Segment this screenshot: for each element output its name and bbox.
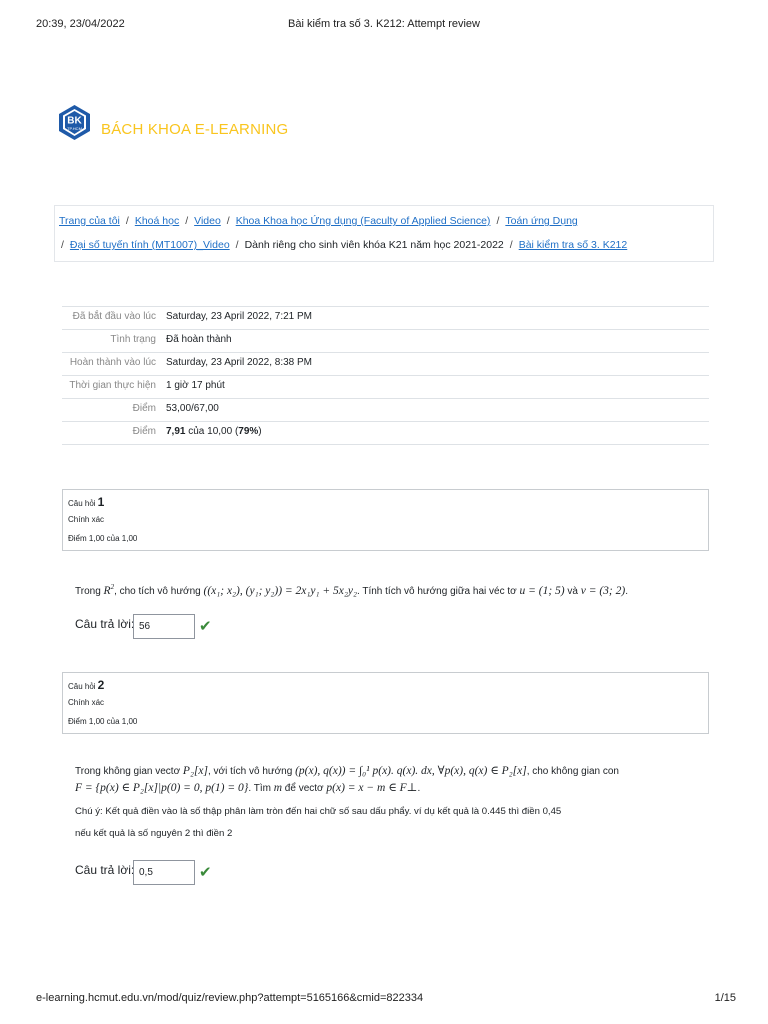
- summary-row-marks: [62, 399, 709, 422]
- question-text-1: [75, 580, 628, 599]
- print-datetime: 20:39, 23/04/2022: [36, 18, 125, 30]
- breadcrumb-video[interactable]: Video: [194, 215, 221, 227]
- breadcrumb-faculty[interactable]: Khoa Khoa học Ứng dụng (Faculty of Applied Science): [235, 215, 491, 227]
- breadcrumb-course[interactable]: Đại số tuyến tính (MT1007)_Video: [69, 239, 230, 251]
- breadcrumb-separator: /: [226, 215, 230, 227]
- grade-end: ): [258, 426, 262, 437]
- question-state: Chính xác: [68, 698, 105, 707]
- question-note-2: nếu kết quả là số nguyên 2 thì điền 2: [75, 828, 233, 839]
- math-m: m: [273, 782, 283, 794]
- question-text-2-line2: [75, 781, 420, 796]
- breadcrumb-section: Dành riêng cho sinh viên khóa K21 năm học 2021-2022: [244, 239, 504, 251]
- question-text-2-line1: [75, 764, 619, 779]
- correct-check-icon: ✔: [199, 864, 212, 881]
- math-r-base: R: [103, 584, 111, 597]
- math-vector-u: u = (1; 5): [519, 584, 565, 597]
- answer-input[interactable]: 0,5: [133, 860, 195, 885]
- grade-percent: 79%: [238, 426, 259, 437]
- summary-value: Đã hoàn thành: [166, 334, 232, 345]
- breadcrumb: [54, 205, 714, 262]
- breadcrumb-quiz[interactable]: Bài kiểm tra số 3. K212: [518, 239, 628, 251]
- summary-label: Tình trạng: [110, 334, 156, 345]
- question-text: , cho không gian con: [526, 766, 619, 777]
- question-mark: Điểm 1,00 của 1,00: [68, 534, 138, 543]
- math-vector-v: v = (3; 2): [580, 584, 626, 597]
- math-px: p(x) = x − m ∈ F⊥: [326, 782, 418, 794]
- question-text: , với tích vô hướng: [208, 766, 296, 777]
- grade-score: 7,91: [166, 426, 186, 437]
- breadcrumb-separator: /: [125, 215, 129, 227]
- math-r-sup: 2: [110, 583, 115, 591]
- correct-check-icon: ✔: [199, 618, 212, 635]
- summary-label: Hoàn thành vào lúc: [69, 357, 156, 368]
- question-text: Trong: [75, 585, 104, 597]
- summary-value: [162, 422, 709, 445]
- answer-label: Câu trả lời:: [75, 863, 135, 877]
- logo-subtext: TP.HCM: [67, 126, 82, 131]
- question-state: Chính xác: [68, 515, 105, 524]
- grade-mid: của 10,00 (: [185, 426, 239, 437]
- print-page-number: 1/15: [714, 992, 736, 1004]
- summary-row-completed: [62, 353, 709, 376]
- summary-label: Thời gian thực hiện: [69, 380, 156, 391]
- summary-row-time: [62, 376, 709, 399]
- summary-label: Đã bắt đầu vào lúc: [72, 311, 156, 322]
- breadcrumb-courses[interactable]: Khoá học: [134, 215, 180, 227]
- question-number: [68, 495, 104, 509]
- question-text: , cho tích vô hướng: [114, 585, 204, 597]
- attempt-summary-table: [62, 306, 709, 445]
- logo-text: BK: [67, 115, 82, 127]
- question-text: . Tìm: [248, 783, 274, 794]
- question-number: [68, 678, 104, 692]
- breadcrumb-separator: /: [496, 215, 500, 227]
- breadcrumb-separator: /: [185, 215, 189, 227]
- math-subspace-f: F = {p(x) ∈ P₂[x]|p(0) = 0, p(1) = 0}: [75, 782, 249, 794]
- summary-value: 1 giờ 17 phút: [166, 380, 225, 391]
- answer-input[interactable]: 56: [133, 614, 195, 639]
- question-text: .: [417, 783, 421, 794]
- question-number-value: 2: [97, 678, 105, 692]
- summary-value: Saturday, 23 April 2022, 8:38 PM: [166, 357, 313, 368]
- breadcrumb-separator: /: [509, 239, 513, 251]
- summary-value: Saturday, 23 April 2022, 7:21 PM: [166, 311, 313, 322]
- summary-label: Điểm: [132, 426, 156, 437]
- breadcrumb-applied-math[interactable]: Toán ứng Dụng: [505, 215, 578, 227]
- breadcrumb-separator: /: [61, 239, 64, 251]
- question-label: Câu hỏi: [68, 682, 96, 691]
- question-text: . Tính tích vô hướng giữa hai véc tơ: [356, 585, 520, 597]
- print-title: Bài kiểm tra số 3. K212: Attempt review: [288, 18, 480, 30]
- summary-row-started: [62, 307, 709, 330]
- site-name[interactable]: BÁCH KHOA E-LEARNING: [101, 121, 289, 138]
- summary-label: Điểm: [132, 403, 156, 414]
- summary-row-state: [62, 330, 709, 353]
- math-integral-product: (p(x), q(x)) = ∫₀¹ p(x). q(x). dx, ∀p(x), q(x) ∈ P₂[x]: [295, 765, 527, 777]
- question-text: và: [564, 585, 581, 597]
- summary-value: 53,00/67,00: [166, 403, 219, 414]
- math-p2x: P₂[x]: [182, 765, 208, 777]
- question-info-1: [62, 489, 709, 551]
- print-url: e-learning.hcmut.edu.vn/mod/quiz/review.php?attempt=5165166&cmid=822334: [36, 992, 424, 1004]
- question-text: để vectơ: [282, 783, 327, 794]
- question-label: Câu hỏi: [68, 499, 96, 508]
- summary-row-grade: [62, 422, 709, 445]
- question-text: .: [625, 585, 628, 597]
- answer-label: Câu trả lời:: [75, 617, 135, 631]
- breadcrumb-my-home[interactable]: Trang của tôi: [59, 215, 120, 227]
- bk-logo-icon[interactable]: [56, 104, 93, 141]
- question-mark: Điểm 1,00 của 1,00: [68, 717, 138, 726]
- question-info-2: [62, 672, 709, 734]
- question-note-1: Chú ý: Kết quả điền vào là số thập phân làm tròn đến hai chữ số sau dấu phẩy. ví dụ kết quả là 0.445 thì điền 0,45: [75, 806, 562, 817]
- breadcrumb-separator: /: [235, 239, 239, 251]
- math-r: [104, 585, 115, 597]
- question-number-value: 1: [97, 495, 105, 509]
- math-inner-product: ((x₁; x₂), (y₁; y₂)) = 2x₁y₁ + 5x₂y₂: [203, 584, 357, 597]
- question-text: Trong không gian vectơ: [75, 766, 183, 777]
